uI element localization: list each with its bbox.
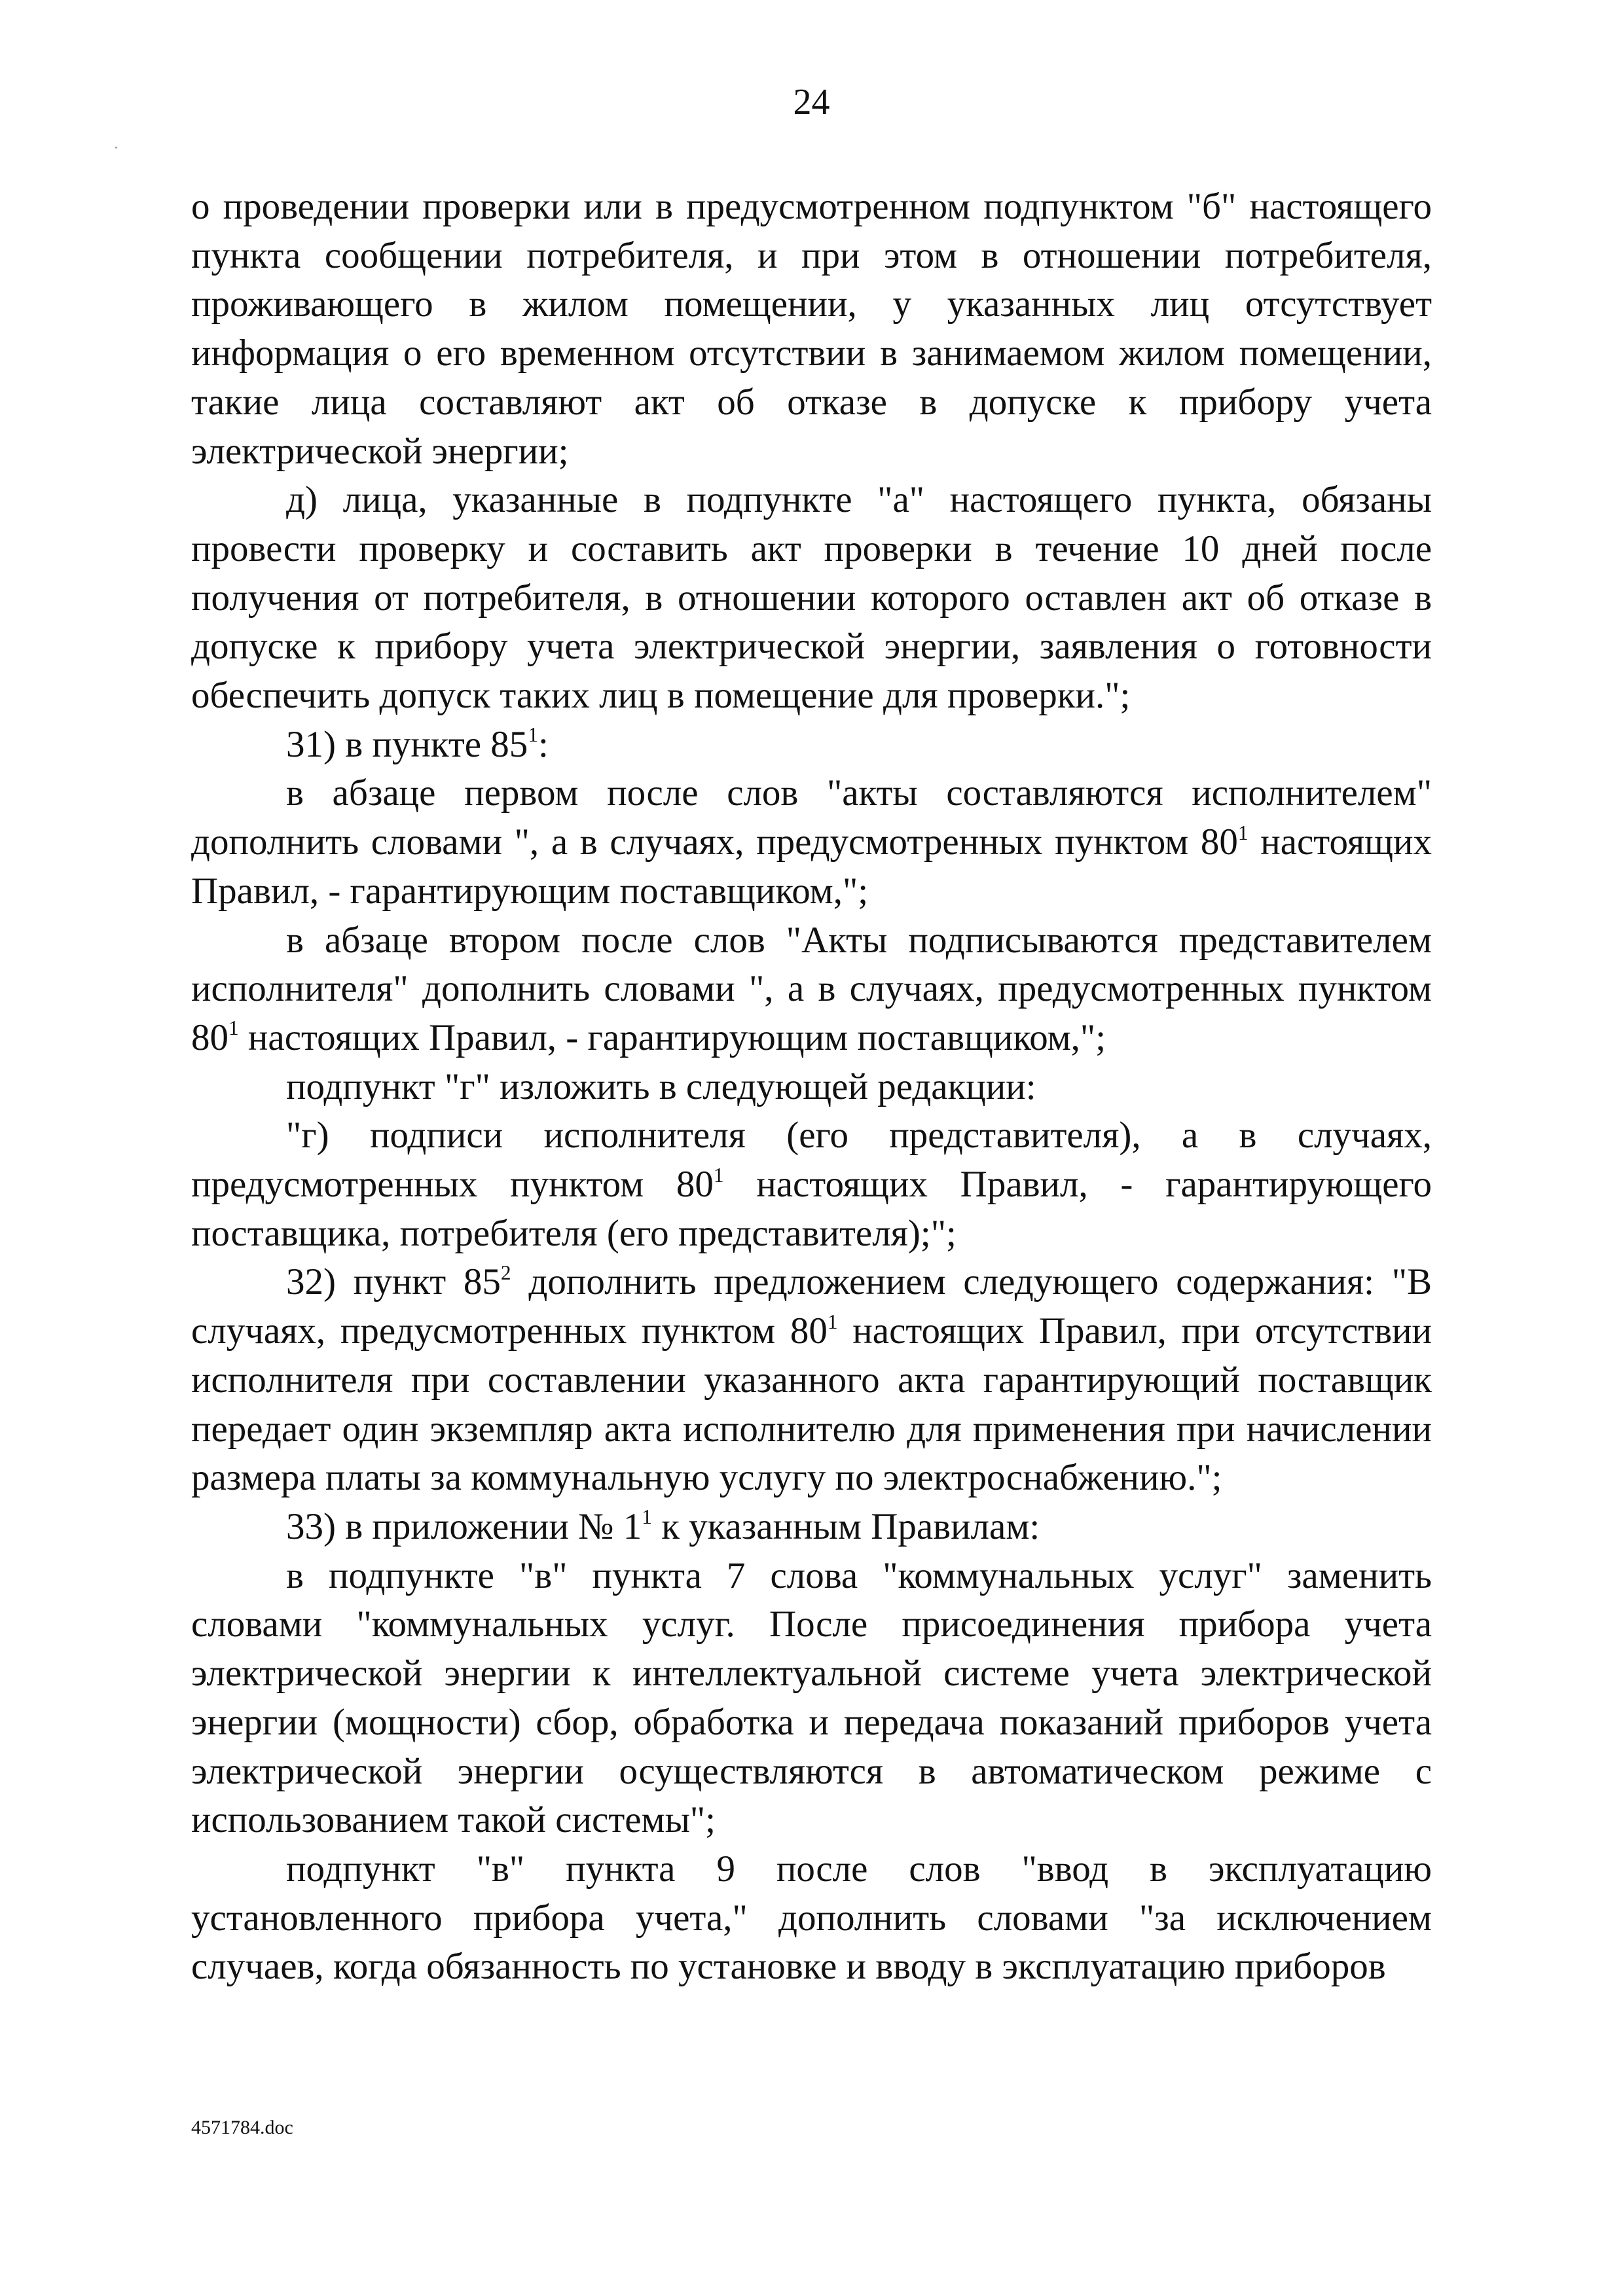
paragraph-subitem-g-text (191, 1111, 1432, 1258)
superscript-index: 1 (1237, 821, 1249, 844)
text-fragment: в абзаце первом после слов "акты составляются исполнителем" дополнить словами ", а в случаях, предусмотренных пунктом 80 (191, 772, 1432, 863)
text-fragment: 31) в пункте 85 (286, 723, 528, 765)
scan-speck (115, 147, 117, 149)
paragraph-item-33 (191, 1503, 1432, 1552)
text-fragment: в абзаце втором после слов "Акты подписываются представителем исполнителя" дополнить словами ", а в случаях, предусмотренных пунктом 80 (191, 919, 1432, 1058)
paragraph-first-abzac (191, 769, 1432, 916)
text-fragment: настоящих Правил, - гарантирующего поставщика, потребителя (его представителя);"; (191, 1164, 1432, 1254)
text-fragment: : (538, 723, 549, 765)
paragraph-text: подпункт "г" изложить в следующей редакции: (286, 1066, 1036, 1107)
superscript-index: 1 (713, 1163, 724, 1187)
text-fragment: "г) подписи исполнителя (его представителя), а в случаях, предусмотренных пунктом 80 (191, 1115, 1432, 1206)
paragraph-item-31 (191, 721, 1432, 770)
paragraph-subitem-d (191, 476, 1432, 721)
paragraph-text: в подпункте "в" пункта 7 слова "коммунальных услуг" заменить словами "коммунальных услуг. После присоединения прибора учета электрической энергии к интеллектуальной системе учета электрической энергии (мощности) сбор, обработка и передача показаний приборов учета электрической энергии осуществляются в автоматическом режиме с использованием такой системы"; (191, 1554, 1432, 1841)
paragraph-text: подпункт "в" пункта 9 после слов "ввод в эксплуатацию установленного прибора учета," дополнить словами "за исключением случаев, когда обязанность по установке и вводу в эксплуатацию приборов (191, 1848, 1432, 1988)
text-fragment: настоящих Правил, при отсутствии исполнителя при составлении указанного акта гарантирующий поставщик передает один экземпляр акта исполнителю для применения при начислении размера платы за коммунальную услугу по электроснабжению."; (191, 1310, 1432, 1499)
paragraph-subitem-g-intro (191, 1063, 1432, 1112)
superscript-index: 1 (642, 1505, 652, 1529)
text-fragment: 32) пункт 85 (286, 1261, 501, 1303)
paragraph-point-7 (191, 1552, 1432, 1845)
text-fragment: настоящих Правил, - гарантирующим поставщиком,"; (238, 1016, 1106, 1058)
superscript-index: 1 (827, 1310, 838, 1333)
footer-filename: 4571784.doc (191, 2117, 293, 2138)
paragraph-point-9 (191, 1845, 1432, 1992)
paragraph-continuation (191, 183, 1432, 476)
paragraph-text: д) лица, указанные в подпункте "а" настоящего пункта, обязаны провести проверку и составить акт проверки в течение 10 дней после получения от потребителя, в отношении которого оставлен акт об отказе в допуске к прибору учета электрической энергии, заявления о готовности обеспечить допуск таких лиц в помещение для проверки."; (191, 479, 1432, 717)
document-body (191, 183, 1432, 1992)
paragraph-text: о проведении проверки или в предусмотренном подпунктом "б" настоящего пункта сообщении потребителя, и при этом в отношении потребителя, проживающего в жилом помещении, у указанных лиц отсутствует информация о его временном отсутствии в занимаемом жилом помещении, такие лица составляют акт об отказе в допуске к прибору учета электрической энергии; (191, 186, 1432, 472)
paragraph-item-32 (191, 1258, 1432, 1503)
superscript-index: 2 (500, 1261, 511, 1284)
text-fragment: настоящих Правил, - гарантирующим поставщиком,"; (191, 821, 1432, 912)
superscript-index: 1 (228, 1016, 239, 1040)
superscript-index: 1 (528, 723, 538, 747)
text-fragment: дополнить предложением следующего содержания: "В случаях, предусмотренных пунктом 80 (191, 1261, 1432, 1352)
text-fragment: 33) в приложении № 1 (286, 1505, 642, 1547)
text-fragment: к указанным Правилам: (651, 1505, 1040, 1547)
paragraph-second-abzac (191, 916, 1432, 1063)
page-number: 24 (793, 82, 830, 122)
